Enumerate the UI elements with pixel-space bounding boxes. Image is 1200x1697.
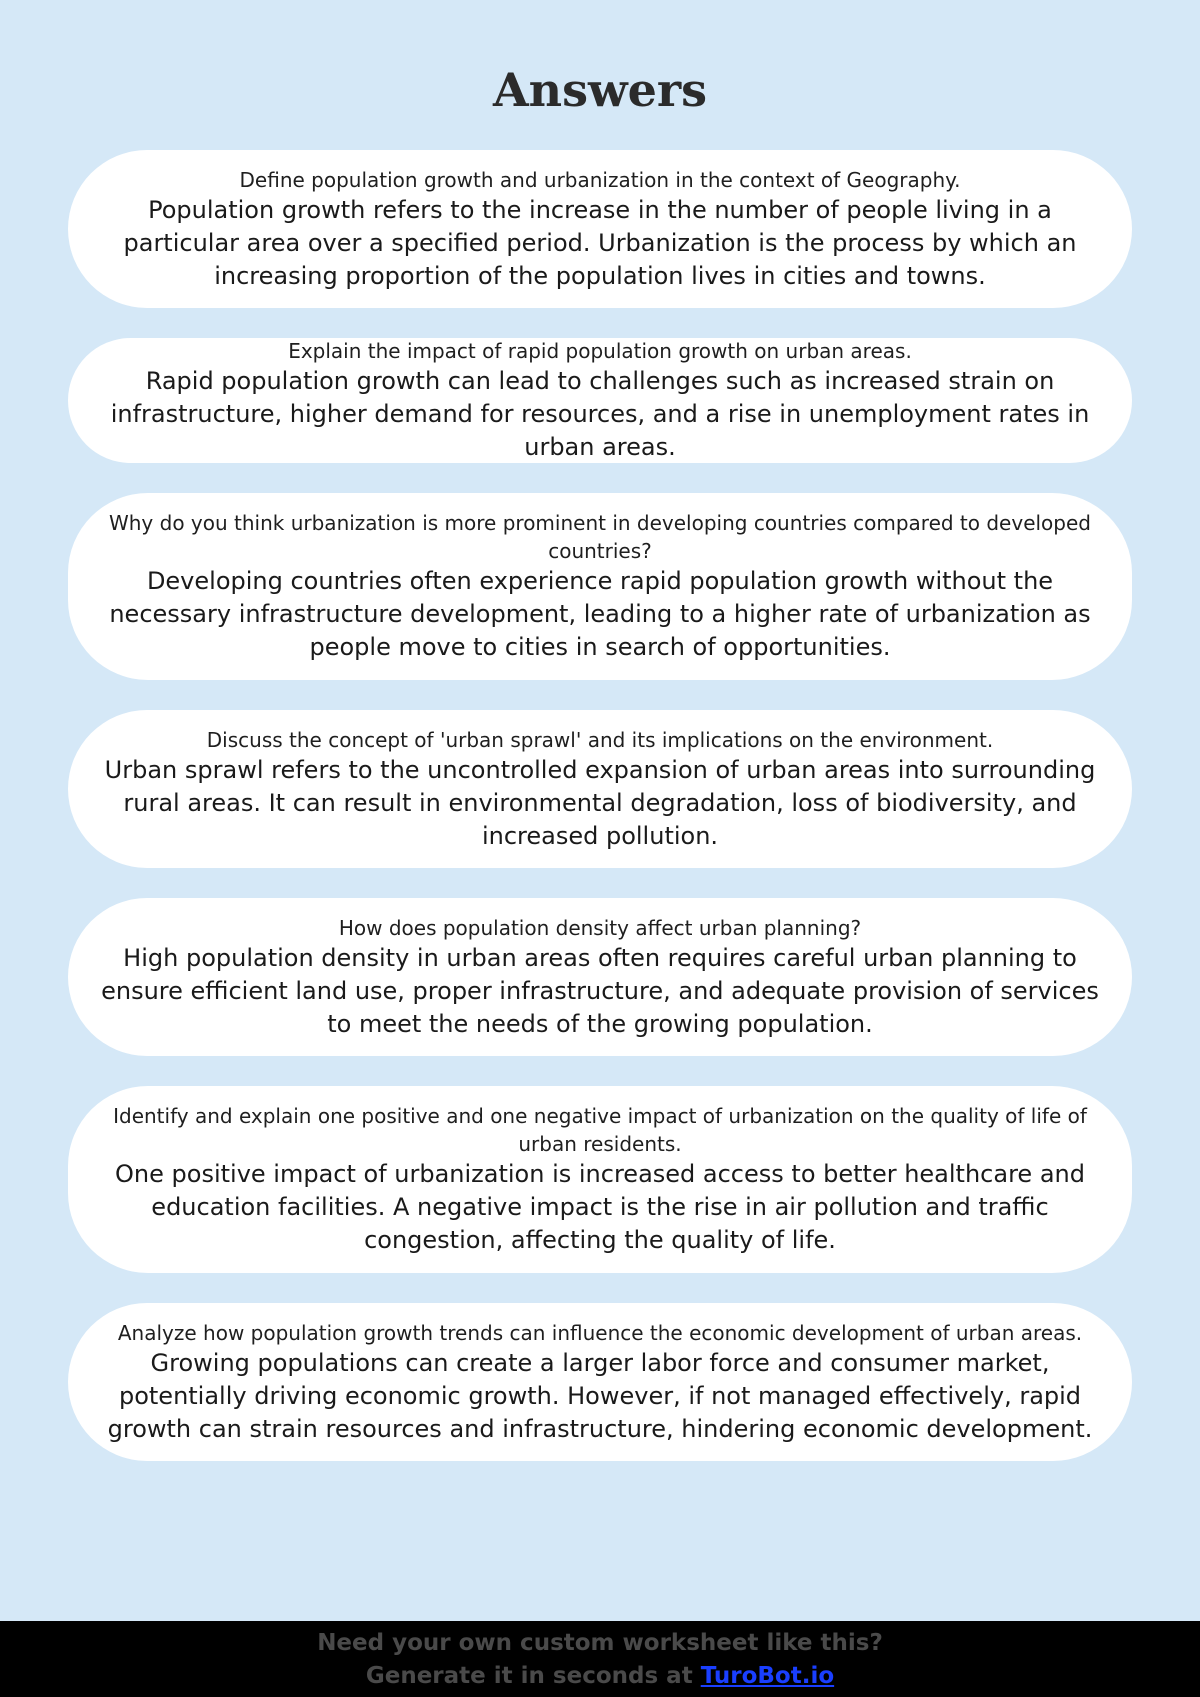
answer-card: [68, 150, 1132, 308]
footer-line-2: [0, 1660, 1200, 1693]
question-text: Discuss the concept of 'urban sprawl' and its implications on the environment.: [206, 727, 994, 752]
answer-text: Developing countries often experience rapid population growth without the necessary infrastructure development, leading to a higher rate of urbanization as people move to cities in search of opportunities.: [109, 567, 1091, 661]
answer-card: [68, 493, 1132, 680]
footer-line-1: Need your own custom worksheet like this?: [317, 1630, 883, 1656]
turobot-link[interactable]: TuroBot.io: [700, 1663, 835, 1689]
answer-text: Urban sprawl refers to the uncontrolled expansion of urban areas into surrounding rural areas. It can result in environmental degradation, loss of biodiversity, and increased pollution.: [104, 755, 1096, 850]
footer-banner: [0, 1621, 1200, 1697]
answer-card: [68, 1086, 1132, 1273]
page-title: Answers: [492, 63, 708, 117]
answer-card: [68, 898, 1132, 1056]
answer-card: [68, 338, 1132, 463]
answer-text: Growing populations can create a larger labor force and consumer market, potentially driving economic growth. However, if not managed effectively, rapid growth can strain resources and infrastructure, hindering economic development.: [107, 1348, 1093, 1443]
question-text: Explain the impact of rapid population growth on urban areas.: [288, 339, 912, 363]
answer-text: High population density in urban areas often requires careful urban planning to ensure efficient land use, proper infrastructure, and adequate provision of services to meet the needs of the growing population.: [101, 943, 1099, 1038]
question-text: Why do you think urbanization is more prominent in developing countries compared to developed countries?: [108, 511, 1091, 563]
question-text: Define population growth and urbanization in the context of Geography.: [239, 167, 961, 192]
question-text: How does population density affect urban planning?: [338, 915, 862, 940]
answer-text: Rapid population growth can lead to challenges such as increased strain on infrastructure, higher demand for resources, and a rise in unemployment rates in urban areas.: [110, 367, 1090, 461]
answer-text: One positive impact of urbanization is increased access to better healthcare and education facilities. A negative impact is the rise in air pollution and traffic congestion, affecting the quality of life.: [115, 1160, 1085, 1254]
footer-prefix: Generate it in seconds at: [365, 1663, 701, 1689]
answer-card: [68, 710, 1132, 868]
answer-text: Population growth refers to the increase in the number of people living in a particular area over a specified period. Urbanization is the process by which an increasing proportion of the population lives in cities and towns.: [123, 195, 1077, 290]
question-text: Identify and explain one positive and one negative impact of urbanization on the quality of life of urban residents.: [113, 1104, 1087, 1156]
answer-card: [68, 1303, 1132, 1461]
question-text: Analyze how population growth trends can influence the economic development of urban areas.: [117, 1320, 1083, 1345]
answers-list: [68, 150, 1132, 1491]
